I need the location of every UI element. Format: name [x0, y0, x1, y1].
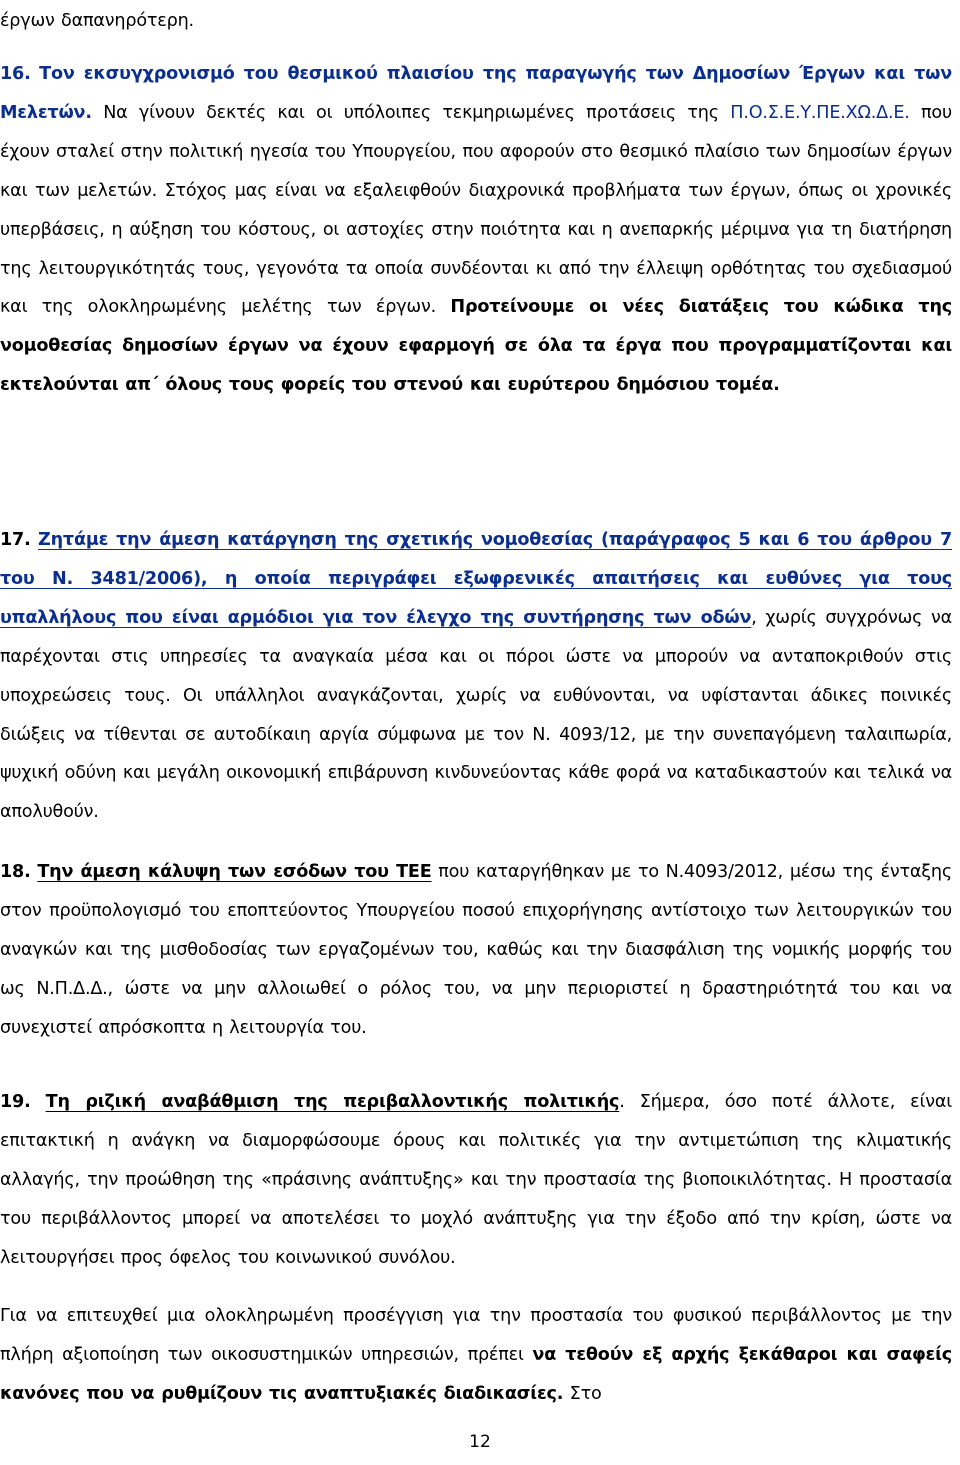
item-17-heading: Ζητάμε την άμεση κατάργηση της σχετικής νομοθεσίας (παράγραφος 5 και 6 του άρθρου 7 του Ν. 3481/2006), η οποία περιγράφει εξωφρενικές απαιτήσεις και ευθύνες για τους υπαλλήλους που είναι αρμόδιοι για τον έλεγχο της συντήρησης των οδών: [0, 530, 952, 628]
item-19-heading: Τη ριζική αναβάθμιση της περιβαλλοντικής πολιτικής: [45, 1092, 620, 1112]
final-paragraph-bold-text: να τεθούν εξ αρχής ξεκάθαροι και σαφείς κανόνες που να ρυθμίζουν τις αναπτυξιακές διαδικασίες.: [0, 1344, 952, 1404]
item-16: [0, 55, 960, 405]
item-17-number: 17.: [0, 530, 31, 550]
intro-paragraph: [0, 2, 960, 41]
item-19-number: 19.: [0, 1092, 31, 1112]
item-16-body: που έχουν σταλεί στην πολιτική ηγεσία του Υπουργείου, που αφορούν στο θεσμικό πλαίσιο των δημοσίων έργων και των μελετών. Στόχος μας είναι να εξαλειφθούν διαχρονικά προβλήματα των έργων, όπως οι χρονικές υπερβάσεις, η αύξηση του κόστους, οι αστοχίες στην ποιότητα και η ανεπαρκής μέριμνα για τη διατήρηση της λειτουργικότητάς τους, γεγονότα τα οποία συνδέονται κι από την έλλειψη ορθότητας του σχεδιασμού και της ολοκληρωμένης μελέτης των έργων.: [0, 102, 952, 318]
item-18-number: 18.: [0, 862, 31, 882]
item-19-body: . Σήμερα, όσο ποτέ άλλοτε, είναι επιτακτική η ανάγκη να διαμορφώσουμε όρους και πολιτικές για την αντιμετώπιση της κλιματικής αλλαγής, την προώθηση της «πράσινης ανάπτυξης» και την προστασία της βιοποικιλότητας. Η προστασία του περιβάλλοντος μπορεί να αποτελέσει το μοχλό ανάπτυξης για την έξοδο από την κρίση, ώστε να λειτουργήσει προς όφελος του κοινωνικού συνόλου.: [0, 1092, 953, 1268]
item-16-bold-text: Προτείνουμε οι νέες διατάξεις του κώδικα της νομοθεσίας δημοσίων έργων να έχουν εφαρμογή σε όλα τα έργα που προγραμματίζονται και εκτελούνται απ΄ όλους τους φορείς του στενού και ευρύτερου δημόσιου τομέα.: [0, 297, 952, 396]
item-16-heading: Τον εκσυγχρονισμό του θεσμικού πλαισίου της παραγωγής των Δημοσίων Έργων και των Μελετών.: [0, 64, 952, 123]
item-18-body: που καταργήθηκαν με το Ν.4093/2012, μέσω της ένταξης στον προϋπολογισμό του εποπτεύοντος Υπουργείου ποσού επιχορήγησης αντίστοιχο των λειτουργικών του αναγκών και της μισθοδοσίας των εργαζομένων του, καθώς και την διασφάλιση της νομικής μορφής του ως Ν.Π.Δ.Δ., ώστε να μην αλλοιωθεί ο ρόλος του, να μην περιοριστεί η δραστηριότητά του και να συνεχιστεί απρόσκοπτα η λειτουργία του.: [0, 862, 952, 1038]
final-paragraph: [0, 1297, 960, 1414]
item-18-heading: Την άμεση κάλυψη των εσόδων του ΤΕΕ: [37, 862, 432, 882]
item-16-acronym: Π.Ο.Σ.Ε.Υ.ΠΕ.ΧΩ.Δ.Ε.: [730, 102, 910, 123]
intro-tail-text: έργων δαπανηρότερη.: [0, 11, 194, 31]
item-19: [0, 1083, 960, 1278]
item-16-number: 16.: [0, 64, 31, 84]
item-17-body: , χωρίς συγχρόνως να παρέχονται στις υπηρεσίες τα αναγκαία μέσα και οι πόροι ώστε να μπορούν να ανταποκριθούν στις υποχρεώσεις τους. Οι υπάλληλοι αναγκάζονται, χωρίς να ευθύνονται, να υφίστανται άδικες ποινικές διώξεις να τίθενται σε αυτοδίκαιη αργία σύμφωνα με τον Ν. 4093/12, με την συνεπαγόμενη ταλαιπωρία, ψυχική οδύνη και μεγάλη οικονομική επιβάρυνση κινδυνεύοντας κάθε φορά να καταδικαστούν και τελικά να απολυθούν.: [0, 607, 952, 823]
final-paragraph-tail: Στο: [569, 1383, 602, 1404]
page-number: 12: [469, 1432, 491, 1452]
final-paragraph-text: Για να επιτευχθεί μια ολοκληρωμένη προσέγγιση για την προστασία του φυσικού περιβάλλοντος με την πλήρη αξιοποίηση των οικοσυστημικών υπηρεσιών, πρέπει: [0, 1306, 952, 1365]
item-17: [0, 521, 960, 832]
item-18: [0, 853, 960, 1048]
item-16-text: Να γίνουν δεκτές και οι υπόλοιπες τεκμηριωμένες προτάσεις της: [103, 102, 719, 123]
